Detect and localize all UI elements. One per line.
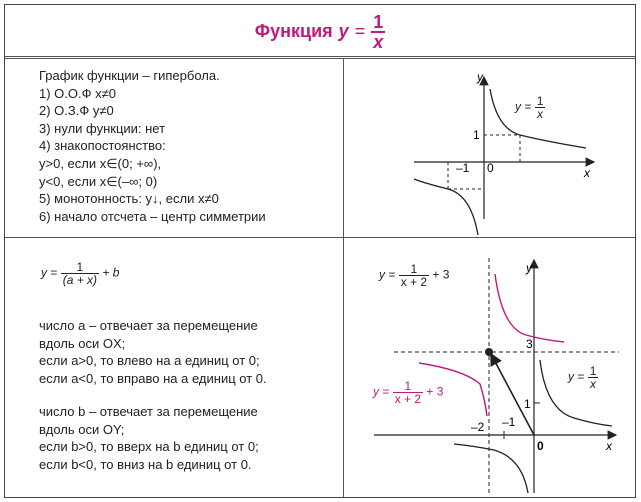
- formula-fraction: [535, 95, 546, 120]
- rule-line: если a>0, то влево на a единиц от 0;: [39, 353, 260, 369]
- right-formula: [568, 365, 598, 390]
- title-variable: y: [338, 21, 349, 41]
- property-line: 4) знакопостоянство:: [39, 138, 166, 154]
- tick-one: 1: [473, 128, 480, 142]
- formula-denominator: x: [537, 107, 544, 121]
- formula-numerator: 1: [76, 260, 84, 274]
- rule-line: если b>0, то вверх на b единиц от 0;: [39, 439, 259, 455]
- formula-fraction: [393, 380, 423, 405]
- formula-equals: =: [50, 265, 58, 280]
- formula-tail: + b: [102, 265, 120, 280]
- formula-numerator: 1: [410, 262, 418, 276]
- rule-line: вдоль оси OX;: [39, 335, 126, 351]
- formula-y: y: [41, 265, 47, 280]
- formula-equals: =: [388, 267, 396, 282]
- magenta-formula: [373, 380, 443, 405]
- formula-denominator: x: [590, 377, 597, 391]
- tick-minus-one: –1: [502, 415, 516, 429]
- hyperbola-graph: [344, 59, 636, 237]
- formula-equals: =: [577, 369, 585, 384]
- rule-line: число a – отвечает за перемещение: [39, 318, 258, 333]
- formula-fraction: [399, 263, 429, 288]
- title-equals: =: [354, 21, 366, 41]
- formula-denominator: x + 2: [394, 392, 422, 406]
- formula-equals: =: [382, 384, 390, 399]
- formula-y: y: [373, 384, 379, 399]
- title-prefix: Функция: [254, 21, 333, 41]
- x-axis-label: x: [606, 439, 612, 453]
- formula-y: y: [568, 369, 574, 384]
- property-line: 6) начало отсчета – центр симметрии: [39, 208, 266, 224]
- origin-label: 0: [487, 161, 494, 175]
- property-line: 1) О.О.Ф x≠0: [39, 85, 116, 101]
- base-branch-left: [454, 444, 528, 493]
- page-title: [5, 5, 635, 58]
- y-axis-label: y: [526, 261, 532, 275]
- tick-three: 3: [526, 337, 533, 351]
- shift-formula: [41, 261, 119, 286]
- formula-tail: + 3: [432, 267, 450, 282]
- shifted-branch-right: [495, 274, 564, 342]
- rule-line: если b<0, то вниз на b единиц от 0.: [39, 456, 252, 472]
- property-line: График функции – гипербола.: [39, 68, 220, 83]
- rule-line: число b – отвечает за перемещение: [39, 404, 258, 419]
- formula-numerator: 1: [536, 94, 544, 108]
- formula-fraction: [61, 261, 99, 286]
- property-line: y<0, если x∈(–∞; 0): [39, 173, 158, 189]
- formula-fraction: [588, 365, 599, 390]
- properties-list: [39, 67, 266, 225]
- tick-minus-two: –2: [471, 420, 485, 434]
- formula-denominator: x + 2: [400, 275, 428, 289]
- formula-numerator: 1: [589, 364, 597, 378]
- origin-label: 0: [537, 439, 544, 453]
- shift-rules-x: [39, 317, 267, 387]
- title-fraction: [371, 13, 385, 51]
- shift-rules-y: [39, 403, 259, 473]
- top-formula: [379, 263, 449, 288]
- reference-sheet: [4, 4, 636, 498]
- property-line: 3) нули функции: нет: [39, 120, 166, 136]
- property-line: 5) монотонность: y↓, если x≠0: [39, 191, 219, 207]
- rule-line: если a<0, то вправо на a единиц от 0.: [39, 370, 267, 386]
- formula-numerator: 1: [404, 379, 412, 393]
- property-line: y>0, если x∈(0; +∞),: [39, 155, 162, 171]
- property-line: 2) О.З.Ф y≠0: [39, 103, 114, 119]
- tick-one: 1: [524, 397, 531, 411]
- formula-tail: + 3: [426, 384, 444, 399]
- graph1-formula: [515, 95, 545, 120]
- formula-y: y: [515, 99, 521, 114]
- title-denominator: x: [373, 31, 384, 52]
- hyperbola-branch-left: [414, 179, 478, 235]
- formula-y: y: [379, 267, 385, 282]
- y-axis-label: y: [477, 70, 483, 84]
- tick-minus-one: –1: [456, 161, 470, 175]
- asymptote-center-point: [485, 348, 493, 356]
- formula-equals: =: [524, 99, 532, 114]
- title-numerator: 1: [373, 11, 384, 32]
- formula-denominator: (a + x): [62, 273, 98, 287]
- rule-line: вдоль оси OY;: [39, 421, 125, 437]
- x-axis-label: x: [584, 166, 590, 180]
